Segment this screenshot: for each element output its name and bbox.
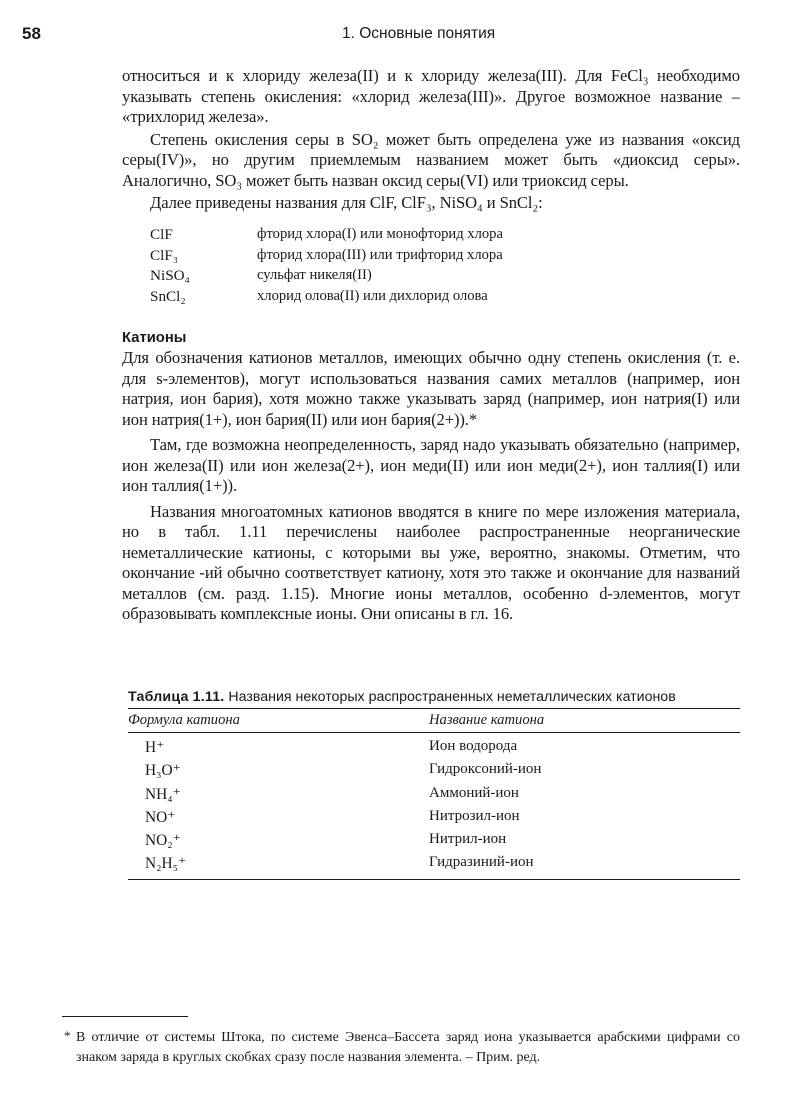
table-caption — [128, 688, 740, 706]
intro-text — [122, 66, 740, 214]
compound-formula: ClF₃ — [150, 246, 179, 264]
compound-name: хлорид олова(II) или дихлорид олова — [257, 287, 488, 304]
paragraph-metal-cations: Для обозначения катионов металлов, имеющих обычно одну степень окисления (т. е. для s-элементов), могут использоваться названия самих металлов (например, ион натрия, ион бария), хотя можно также указывать заряд (например, ион натрия(I) или ион натрия(1+), ион бария(II) или ион бария(2+)).* — [122, 348, 740, 429]
cations-table — [128, 688, 740, 880]
section-title: Катионы — [122, 330, 187, 346]
table-caption-text: Названия некоторых распространенных неметаллических катионов — [228, 689, 676, 705]
table-label: Таблица 1.11. — [128, 689, 225, 705]
table-row — [128, 736, 740, 759]
paragraph-names-intro: Далее приведены названия для ClF, ClF₃, NiSO₄ и SnCl₂: — [150, 193, 543, 212]
paragraph-ferric-chloride: относиться и к хлориду железа(II) и к хлориду железа(III). Для FeCl₃ необходимо указывать степень окисления: «хлорид железа(III)». Другое возможное название – «трихлорид железа». — [122, 66, 740, 126]
compound-formula: NiSO₄ — [150, 267, 190, 284]
page-header — [0, 24, 794, 46]
table-row — [128, 783, 740, 806]
compound-formula: ClF — [150, 226, 173, 243]
compound-name: фторид хлора(III) или трифторид хлора — [257, 246, 503, 263]
cation-name: Нитрил-ион — [429, 831, 507, 848]
table-row — [128, 806, 740, 829]
list-item — [150, 288, 570, 309]
compound-name: фторид хлора(I) или монофторид хлора — [257, 226, 503, 242]
table-row — [128, 759, 740, 782]
cation-formula: NO⁺ — [145, 808, 176, 826]
cation-name: Гидразиний-ион — [429, 854, 534, 871]
cation-formula: NO₂⁺ — [145, 832, 181, 850]
footnote-text: В отличие от системы Штока, по системе Эвенса–Бассета заряд иона указывается арабскими цифрами со знаком заряда в круглых скобках сразу после названия элемента. – Прим. ред. — [76, 1030, 740, 1065]
cation-formula: H⁺ — [145, 739, 165, 756]
cations-section — [122, 328, 740, 625]
compound-names-list — [150, 226, 570, 308]
compound-formula: SnCl₂ — [150, 287, 186, 305]
cation-formula: NH₄⁺ — [145, 785, 181, 803]
table-bottom-rule — [128, 879, 740, 880]
table-header — [128, 709, 740, 732]
table-row — [128, 829, 740, 852]
cation-name: Аммоний-ион — [429, 784, 519, 801]
paragraph-sulfur-oxides: Степень окисления серы в SO₂ может быть определена уже из названия «оксид серы(IV)», но другим приемлемым названием может быть «диоксид серы». Аналогично, SO₃ может быть назван оксид серы(VI) или триоксид серы. — [122, 129, 740, 190]
cation-formula: H₃O⁺ — [145, 762, 181, 780]
column-header-formula: Формула катиона — [128, 712, 240, 728]
paragraph-ambiguity: Там, где возможна неопределенность, заряд надо указывать обязательно (например, ион железа(II) или ион железа(2+), ион меди(II) или ион меди(2+), ион таллия(I) или ион таллия(1+)). — [122, 435, 740, 495]
list-item — [150, 267, 570, 288]
compound-name: сульфат никеля(II) — [257, 267, 372, 283]
list-item — [150, 226, 570, 247]
cation-name: Нитрозил-ион — [429, 807, 520, 824]
cation-name: Гидроксоний-ион — [429, 761, 542, 778]
column-header-name: Название катиона — [429, 712, 545, 728]
running-head: 1. Основные понятия — [342, 25, 496, 42]
list-item — [150, 247, 570, 268]
table-row — [128, 852, 740, 875]
page-number: 58 — [22, 24, 41, 43]
paragraph-polyatomic: Названия многоатомных катионов вводятся в книге по мере изложения материала, но в табл. 1.11 перечислены наиболее распространенные неорганические неметаллические катионы, с которыми вы уже, вероятно, знакомы. Отметим, что окончание -ий обычно соответствует катиону, хотя это также и окончание для названий металлов (см. разд. 1.15). Многие ионы металлов, особенно d-элементов, могут образовывать комплексные ионы. Они описаны в гл. 16. — [122, 501, 740, 623]
footnote-divider — [62, 1016, 188, 1017]
footnote — [64, 1028, 740, 1068]
cation-name: Ион водорода — [429, 738, 518, 754]
footnote-mark: * — [64, 1028, 71, 1043]
cation-formula: N₂H₅⁺ — [145, 855, 187, 873]
